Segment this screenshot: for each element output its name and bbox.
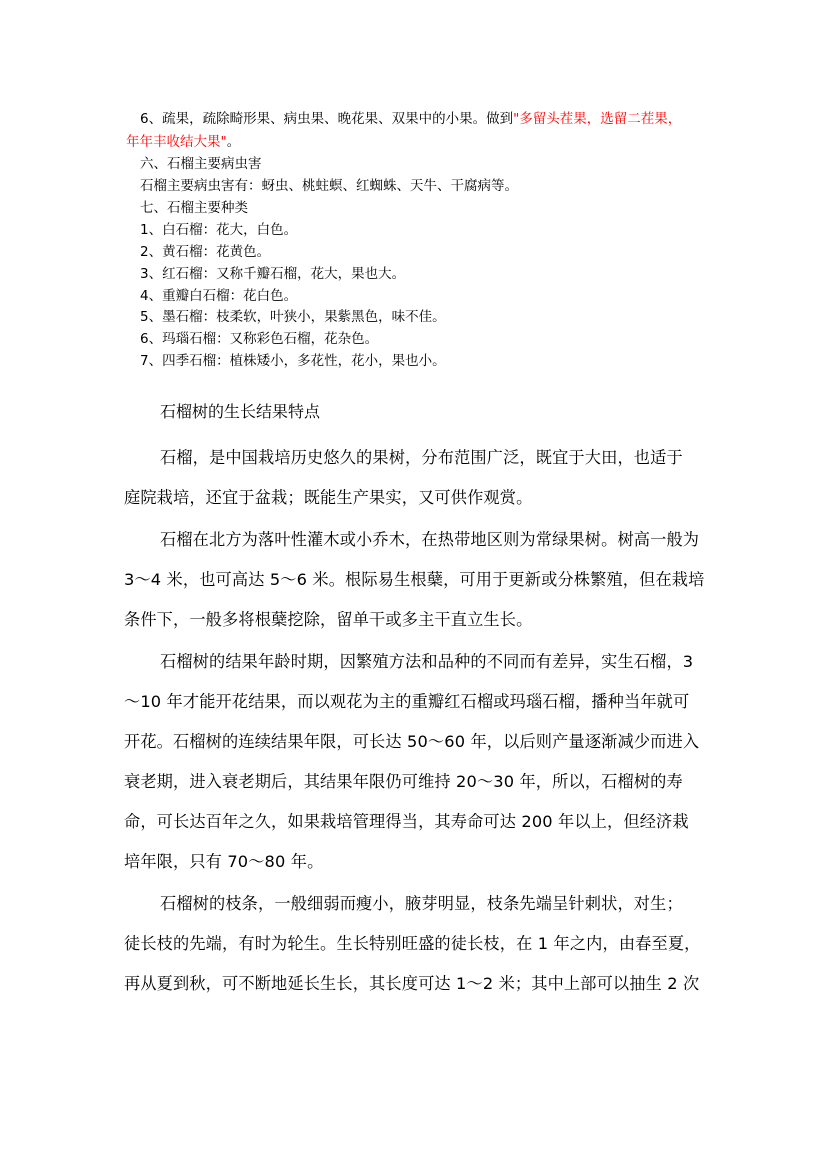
variety-item: 4、重瓣白石榴：花白色。 (140, 288, 298, 304)
paragraph-line: 3～4 米，也可高达 5～6 米。根际易生根蘖，可用于更新或分株繁殖，但在栽培 (124, 570, 705, 589)
variety-item: 3、红石榴：又称千瓣石榴，花大，果也大。 (140, 266, 406, 282)
paragraph-line: 条件下，一般多将根蘖挖除，留单干或多主干直立生长。 (124, 610, 533, 629)
variety-item: 5、墨石榴：枝柔软，叶狭小，果紫黑色，味不佳。 (140, 309, 446, 325)
item6-line1 (140, 108, 710, 130)
paragraph-line: 石榴在北方为落叶性灌木或小乔木，在热带地区则为常绿果树。树高一般为 (160, 530, 700, 549)
section6-title: 六、石榴主要病虫害 (140, 156, 262, 172)
paragraph-line: 石榴树的结果年龄时期，因繁殖方法和品种的不同而有差异，实生石榴，3 (160, 652, 694, 671)
variety-item: 2、黄石榴：花黄色。 (140, 244, 271, 260)
variety-item: 1、白石榴：花大，白色。 (140, 222, 298, 238)
paragraph-line: 命，可长达百年之久，如果栽培管理得当，其寿命可达 200 年以上，但经济栽 (124, 812, 689, 831)
item6-period: 。 (226, 134, 241, 150)
paragraph-line: 庭院栽培，还宜于盆栽；既能生产果实，又可供作观赏。 (124, 488, 533, 507)
item6-quote-part2: 年年丰收结大果" (126, 134, 227, 150)
article (124, 398, 714, 1004)
paragraph-line: 开花。石榴树的连续结果年限，可长达 50～60 年，以后则产量逐渐减少而进入 (124, 732, 700, 751)
variety-item: 6、玛瑙石榴：又称彩色石榴，花杂色。 (140, 331, 379, 347)
paragraph-3 (124, 642, 714, 882)
section7-title: 七、石榴主要种类 (140, 200, 248, 216)
item6-text: 6、疏果，疏除畸形果、病虫果、晚花果、双果中的小果。做到 (140, 111, 514, 127)
item6-line2 (126, 131, 696, 153)
paragraph-line: 培年限，只有 70～80 年。 (124, 852, 324, 871)
paragraph-line: 再从夏到秋，可不断地延长生长，其长度可达 1～2 米；其中上部可以抽生 2 次 (124, 974, 700, 993)
paragraph-2 (124, 520, 714, 640)
item6-quote-part1: "多留头茬果，选留二茬果， (513, 111, 682, 127)
paragraph-line: 石榴，是中国栽培历史悠久的果树，分布范围广泛，既宜于大田，也适于 (160, 448, 683, 467)
paragraph-line: ～10 年才能开花结果，而以观花为主的重瓣红石榴或玛瑙石榴，播种当年就可 (124, 692, 690, 711)
paragraph-line: 徒长枝的先端，有时为轮生。生长特别旺盛的徒长枝，在 1 年之内，由春至夏， (124, 934, 701, 953)
section6-body: 石榴主要病虫害有：蚜虫、桃蛀螟、红蜘蛛、天牛、干腐病等。 (140, 178, 518, 194)
paragraph-line: 衰老期，进入衰老期后，其结果年限仍可维持 20～30 年，所以，石榴树的寿 (124, 772, 683, 791)
article-title: 石榴树的生长结果特点 (160, 402, 321, 421)
paragraph-1 (124, 438, 714, 518)
paragraph-line: 石榴树的枝条，一般细弱而瘦小，腋芽明显，枝条先端呈针刺状，对生； (160, 894, 683, 913)
paragraph-4 (124, 884, 714, 1004)
variety-item: 7、四季石榴：植株矮小，多花性，花小，果也小。 (140, 353, 446, 369)
